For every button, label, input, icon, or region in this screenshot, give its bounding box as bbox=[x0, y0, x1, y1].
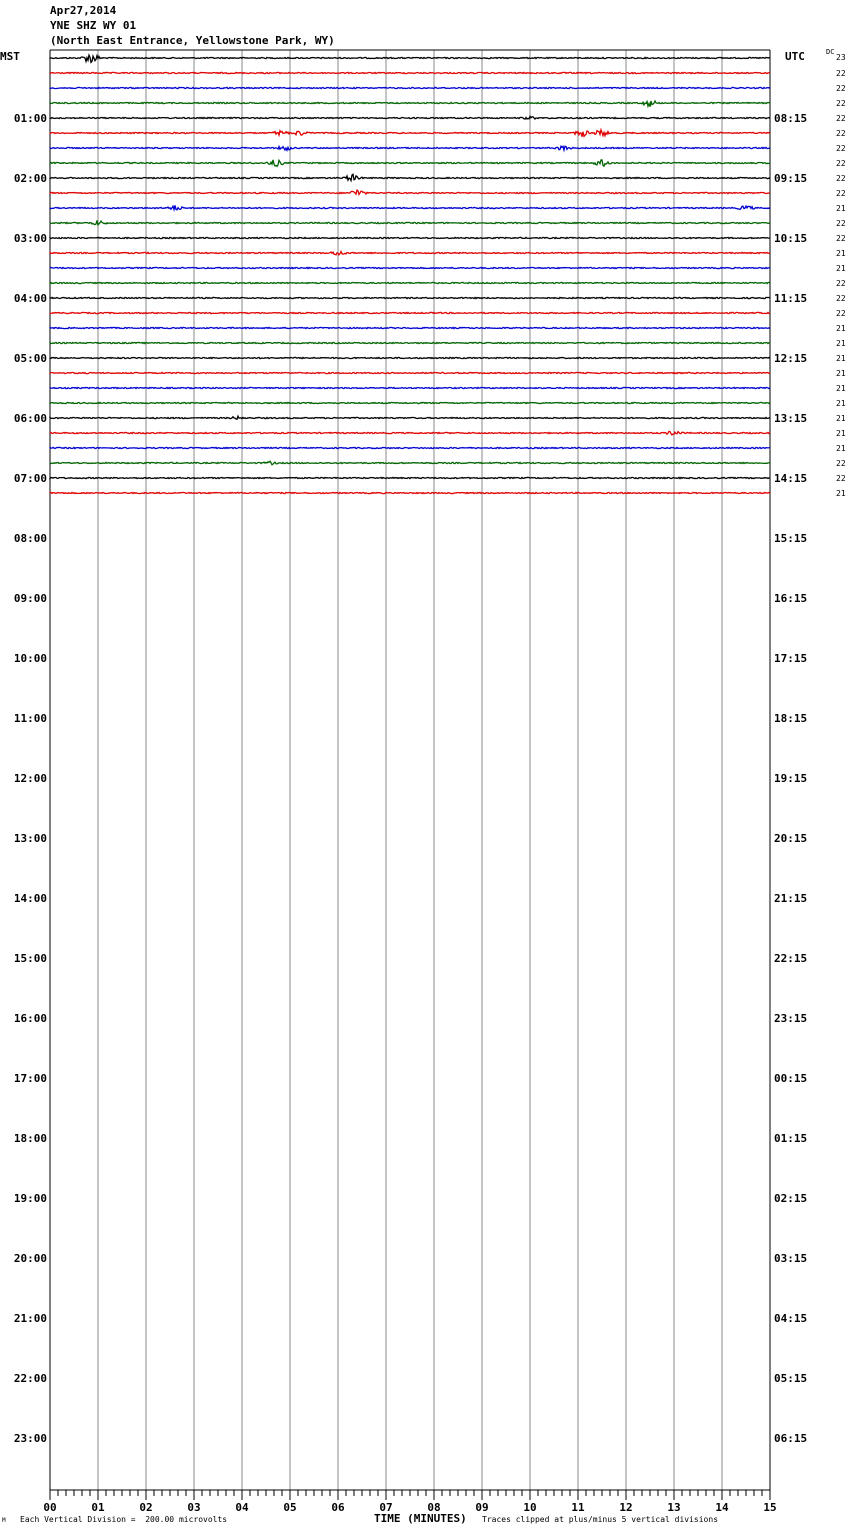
dc-offset-value: 21 bbox=[836, 489, 846, 498]
seismic-trace-5 bbox=[50, 130, 770, 137]
seismic-trace-22 bbox=[50, 387, 770, 388]
dc-offset-value: 21 bbox=[836, 429, 846, 438]
dc-offset-value: 21 bbox=[836, 204, 846, 213]
mst-hour-label: 17:00 bbox=[13, 1072, 47, 1085]
x-tick-label: 00 bbox=[43, 1501, 57, 1514]
x-tick-label: 09 bbox=[475, 1501, 489, 1514]
mst-hour-label: 08:00 bbox=[13, 532, 47, 545]
x-tick-label: 14 bbox=[715, 1501, 729, 1514]
utc-hour-label: 12:15 bbox=[774, 352, 808, 365]
seismic-trace-0 bbox=[50, 55, 770, 62]
dc-offset-value: 22 bbox=[836, 474, 846, 483]
x-tick-label: 13 bbox=[667, 1501, 681, 1514]
mst-hour-label: 09:00 bbox=[13, 592, 47, 605]
dc-offset-value: 21 bbox=[836, 354, 846, 363]
station-code: YNE SHZ WY 01 bbox=[50, 19, 137, 32]
x-tick-label: 06 bbox=[331, 1501, 345, 1514]
utc-hour-label: 20:15 bbox=[774, 832, 808, 845]
utc-axis-label: UTC bbox=[785, 50, 805, 63]
mst-hour-label: 19:00 bbox=[13, 1192, 47, 1205]
utc-hour-label: 16:15 bbox=[774, 592, 808, 605]
utc-hour-label: 04:15 bbox=[774, 1312, 808, 1325]
dc-value-first: 23 bbox=[836, 53, 846, 62]
x-tick-label: 11 bbox=[571, 1501, 585, 1514]
seismic-trace-26 bbox=[50, 447, 770, 448]
seismic-trace-28 bbox=[50, 477, 770, 478]
seismic-trace-15 bbox=[50, 282, 770, 283]
dc-offset-value: 22 bbox=[836, 69, 846, 78]
seismic-trace-1 bbox=[50, 72, 770, 73]
seismic-trace-12 bbox=[50, 237, 770, 238]
utc-hour-label: 11:15 bbox=[774, 292, 808, 305]
dc-offset-value: 21 bbox=[836, 264, 846, 273]
dc-offset-value: 21 bbox=[836, 444, 846, 453]
mst-hour-label: 21:00 bbox=[13, 1312, 47, 1325]
dc-offset-value: 22 bbox=[836, 294, 846, 303]
dc-offset-value: 22 bbox=[836, 129, 846, 138]
seismic-trace-29 bbox=[50, 492, 770, 493]
utc-hour-label: 08:15 bbox=[774, 112, 808, 125]
mst-hour-label: 13:00 bbox=[13, 832, 47, 845]
x-tick-label: 10 bbox=[523, 1501, 537, 1514]
seismic-trace-13 bbox=[50, 252, 770, 255]
mst-hour-label: 11:00 bbox=[13, 712, 47, 725]
dc-offset-value: 22 bbox=[836, 84, 846, 93]
seismic-trace-17 bbox=[50, 312, 770, 313]
dc-offset-value: 21 bbox=[836, 384, 846, 393]
seismic-trace-3 bbox=[50, 101, 770, 107]
mst-hour-label: 18:00 bbox=[13, 1132, 47, 1145]
utc-hour-label: 13:15 bbox=[774, 412, 808, 425]
seismic-trace-23 bbox=[50, 402, 770, 403]
seismic-trace-7 bbox=[50, 160, 770, 167]
seismic-trace-20 bbox=[50, 357, 770, 358]
mst-hour-label: 03:00 bbox=[13, 232, 47, 245]
dc-offset-value: 22 bbox=[836, 279, 846, 288]
seismic-trace-25 bbox=[50, 431, 770, 434]
x-tick-label: 07 bbox=[379, 1501, 393, 1514]
dc-offset-value: 22 bbox=[836, 309, 846, 318]
x-tick-label: 15 bbox=[763, 1501, 777, 1514]
utc-hour-label: 09:15 bbox=[774, 172, 808, 185]
mst-hour-label: 16:00 bbox=[13, 1012, 47, 1025]
dc-offset-value: 22 bbox=[836, 159, 846, 168]
x-tick-label: 05 bbox=[283, 1501, 297, 1514]
mst-axis-label: MST bbox=[0, 50, 20, 63]
mst-hour-label: 10:00 bbox=[13, 652, 47, 665]
utc-hour-label: 03:15 bbox=[774, 1252, 808, 1265]
dc-offset-value: 22 bbox=[836, 174, 846, 183]
dc-offset-value: 21 bbox=[836, 369, 846, 378]
mst-hour-label: 07:00 bbox=[13, 472, 47, 485]
station-location: (North East Entrance, Yellowstone Park, WY) bbox=[50, 34, 335, 47]
seismic-trace-2 bbox=[50, 87, 770, 88]
seismic-trace-27 bbox=[50, 461, 770, 465]
mst-hour-label: 02:00 bbox=[13, 172, 47, 185]
x-tick-label: 12 bbox=[619, 1501, 633, 1514]
mst-hour-label: 15:00 bbox=[13, 952, 47, 965]
seismic-trace-16 bbox=[50, 297, 770, 298]
seismic-trace-21 bbox=[50, 372, 770, 373]
x-tick-label: 03 bbox=[187, 1501, 201, 1514]
dc-offset-value: 21 bbox=[836, 399, 846, 408]
mst-hour-label: 14:00 bbox=[13, 892, 47, 905]
x-tick-label: 02 bbox=[139, 1501, 153, 1514]
x-tick-label: 04 bbox=[235, 1501, 249, 1514]
utc-hour-label: 06:15 bbox=[774, 1432, 808, 1445]
dc-offset-value: 22 bbox=[836, 234, 846, 243]
utc-hour-label: 15:15 bbox=[774, 532, 808, 545]
mst-hour-label: 12:00 bbox=[13, 772, 47, 785]
seismic-trace-24 bbox=[50, 416, 770, 419]
seismic-trace-14 bbox=[50, 267, 770, 268]
dc-offset-value: 22 bbox=[836, 99, 846, 108]
dc-offset-value: 22 bbox=[836, 144, 846, 153]
x-tick-label: 01 bbox=[91, 1501, 105, 1514]
utc-hour-label: 21:15 bbox=[774, 892, 808, 905]
utc-hour-label: 14:15 bbox=[774, 472, 808, 485]
seismic-trace-18 bbox=[50, 327, 770, 328]
utc-hour-label: 17:15 bbox=[774, 652, 808, 665]
dc-offset-value: 22 bbox=[836, 114, 846, 123]
dc-offset-value: 21 bbox=[836, 249, 846, 258]
x-tick-label: 08 bbox=[427, 1501, 441, 1514]
utc-hour-label: 00:15 bbox=[774, 1072, 808, 1085]
dc-offset-value: 22 bbox=[836, 459, 846, 468]
seismic-trace-19 bbox=[50, 342, 770, 343]
dc-offset-value: 22 bbox=[836, 219, 846, 228]
mst-hour-label: 23:00 bbox=[13, 1432, 47, 1445]
utc-hour-label: 05:15 bbox=[774, 1372, 808, 1385]
utc-hour-label: 02:15 bbox=[774, 1192, 808, 1205]
mst-hour-label: 06:00 bbox=[13, 412, 47, 425]
seismic-trace-6 bbox=[50, 146, 770, 150]
dc-offset-value: 22 bbox=[836, 189, 846, 198]
dc-offset-value: 21 bbox=[836, 414, 846, 423]
seismic-trace-8 bbox=[50, 174, 770, 180]
mst-hour-label: 04:00 bbox=[13, 292, 47, 305]
seismic-trace-11 bbox=[50, 220, 770, 225]
footer-scale-note: Each Vertical Division = 200.00 microvolts bbox=[20, 1515, 228, 1524]
dc-offset-value: 21 bbox=[836, 324, 846, 333]
footer-clip-note: Traces clipped at plus/minus 5 vertical divisions bbox=[482, 1515, 719, 1524]
seismic-trace-9 bbox=[50, 190, 770, 194]
dc-offset-value: 21 bbox=[836, 339, 846, 348]
mst-hour-label: 20:00 bbox=[13, 1252, 47, 1265]
dc-label: DC bbox=[826, 48, 835, 56]
utc-hour-label: 01:15 bbox=[774, 1132, 808, 1145]
seismic-trace-10 bbox=[50, 205, 770, 209]
utc-hour-label: 10:15 bbox=[774, 232, 808, 245]
x-axis-title: TIME (MINUTES) bbox=[374, 1512, 467, 1525]
utc-hour-label: 18:15 bbox=[774, 712, 808, 725]
mst-hour-label: 22:00 bbox=[13, 1372, 47, 1385]
utc-hour-label: 22:15 bbox=[774, 952, 808, 965]
mst-hour-label: 01:00 bbox=[13, 112, 47, 125]
plot-date: Apr27,2014 bbox=[50, 4, 117, 17]
utc-hour-label: 23:15 bbox=[774, 1012, 808, 1025]
utc-hour-label: 19:15 bbox=[774, 772, 808, 785]
corner-mark: M bbox=[2, 1517, 6, 1524]
seismic-trace-4 bbox=[50, 116, 770, 119]
mst-hour-label: 05:00 bbox=[13, 352, 47, 365]
